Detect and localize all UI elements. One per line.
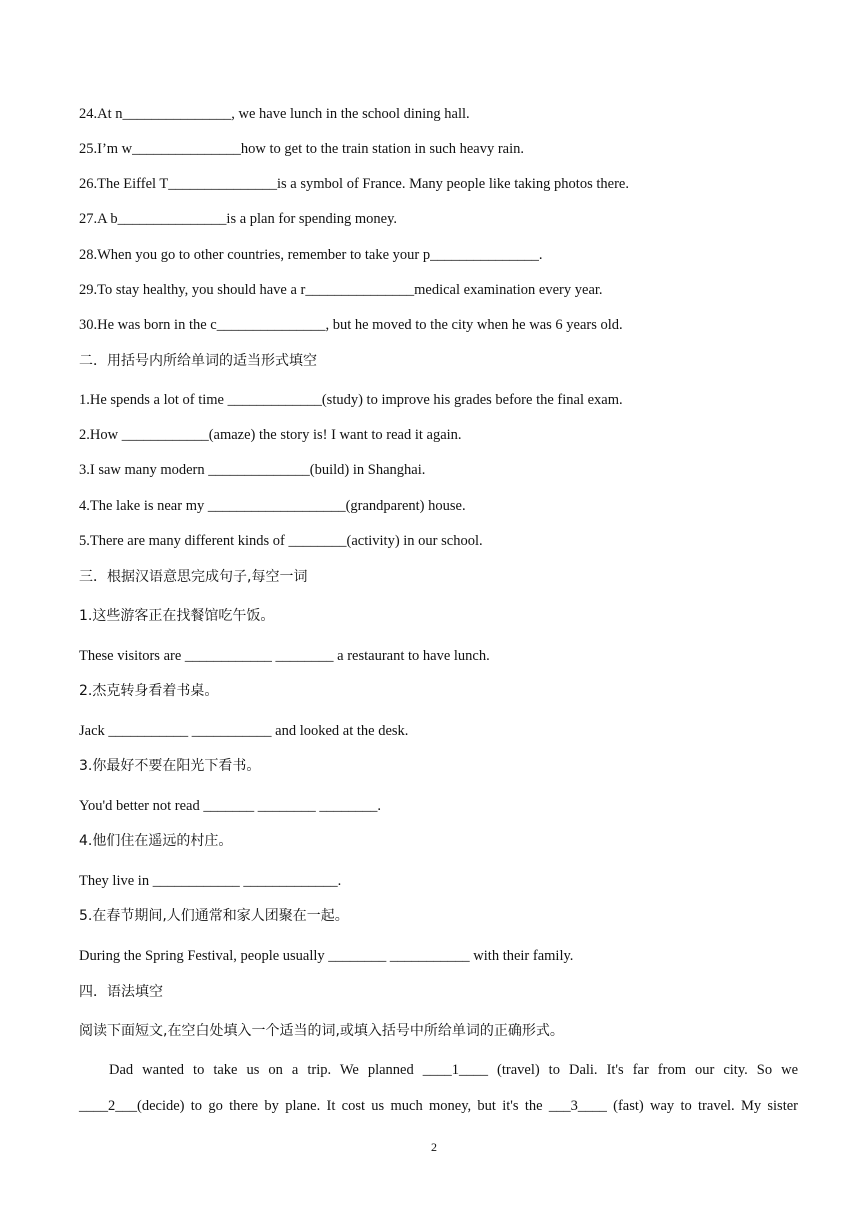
question-27: 27.A b_______________is a plan for spending money. bbox=[79, 211, 398, 227]
s3-question-5-chinese: 5.在春节期间,人们通常和家人团聚在一起。 bbox=[79, 908, 349, 924]
s2-question-1: 1.He spends a lot of time _____________(study) to improve his grades before the final exam. bbox=[79, 392, 623, 408]
question-24: 24.At n_______________, we have lunch in the school dining hall. bbox=[79, 106, 470, 122]
section-4-instruction: 阅读下面短文,在空白处填入一个适当的词,或填入括号中所给单词的正确形式。 bbox=[79, 1023, 564, 1039]
s3-question-1-english: These visitors are ____________ ________ a restaurant to have lunch. bbox=[79, 648, 490, 664]
page-number: 2 bbox=[431, 1140, 437, 1154]
s2-question-5: 5.There are many different kinds of ________(activity) in our school. bbox=[79, 533, 483, 549]
s3-question-4-chinese: 4.他们住在遥远的村庄。 bbox=[79, 833, 233, 849]
question-30: 30.He was born in the c_______________, but he moved to the city when he was 6 years old. bbox=[79, 317, 623, 333]
s3-question-4-english: They live in ____________ _____________. bbox=[79, 873, 342, 889]
section-2-heading: 二．用括号内所给单词的适当形式填空 bbox=[79, 353, 317, 369]
s3-question-2-english: Jack ___________ ___________ and looked at the desk. bbox=[79, 723, 409, 739]
section-3-heading: 三．根据汉语意思完成句子,每空一词 bbox=[79, 569, 308, 585]
question-26: 26.The Eiffel T_______________is a symbol of France. Many people like taking photos there. bbox=[79, 176, 629, 192]
s2-question-3: 3.I saw many modern ______________(build) in Shanghai. bbox=[79, 462, 426, 478]
s3-question-3-english: You'd better not read _______ ________ ________. bbox=[79, 798, 381, 814]
question-28: 28.When you go to other countries, remember to take your p_______________. bbox=[79, 247, 543, 263]
question-25: 25.I’m w_______________how to get to the train station in such heavy rain. bbox=[79, 141, 524, 157]
s3-question-5-english: During the Spring Festival, people usually ________ ___________ with their family. bbox=[79, 948, 574, 964]
s3-question-3-chinese: 3.你最好不要在阳光下看书。 bbox=[79, 758, 261, 774]
question-29: 29.To stay healthy, you should have a r_______________medical examination every year. bbox=[79, 282, 603, 298]
s2-question-4: 4.The lake is near my ___________________(grandparent) house. bbox=[79, 498, 466, 514]
section-4-heading: 四．语法填空 bbox=[79, 984, 163, 1000]
s3-question-1-chinese: 1.这些游客正在找餐馆吃午饭。 bbox=[79, 608, 275, 624]
passage-line-2: ____2___(decide) to go there by plane. It cost us much money, but it's the ___3____ (fast) way to travel. My sister bbox=[79, 1098, 798, 1114]
passage-line-1: Dad wanted to take us on a trip. We planned ____1____ (travel) to Dali. It's far from our city. So we bbox=[109, 1062, 798, 1078]
s2-question-2: 2.How ____________(amaze) the story is! I want to read it again. bbox=[79, 427, 462, 443]
s3-question-2-chinese: 2.杰克转身看着书桌。 bbox=[79, 683, 219, 699]
